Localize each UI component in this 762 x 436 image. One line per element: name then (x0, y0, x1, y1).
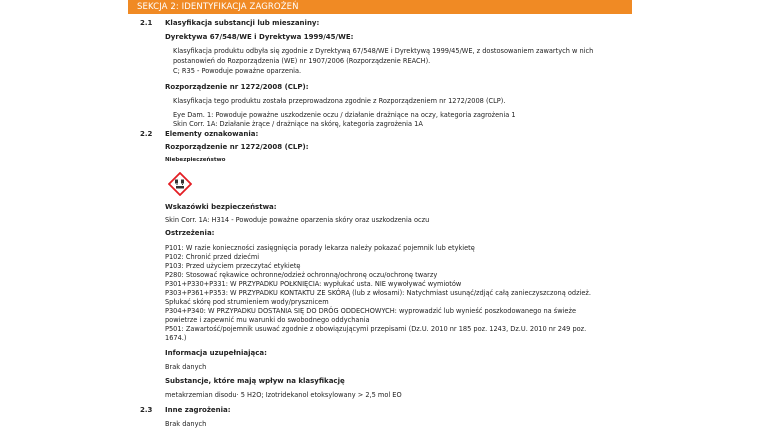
precaution-line: P102: Chronić przed dziećmi (165, 253, 260, 261)
precaution-line: P101: W razie konieczności zasięgnięcia porady lekarza należy pokazać pojemnik lub etykietę (165, 244, 475, 252)
section-2-1-title: Klasyfikacja substancji lub mieszaniny: (165, 19, 320, 27)
supplementary-info-value: Brak danych (165, 363, 207, 371)
clp-text-line-3: Skin Corr. 1A: Działanie żrące / drażniące na skórę, kategoria zagrożenia 1A (173, 120, 423, 128)
section-header: SEKCJA 2: IDENTYFIKACJA ZAGROŻEŃ (128, 0, 632, 14)
precaution-line: P304+P340: W PRZYPADKU DOSTANIA SIĘ DO DRÓG ODDECHOWYCH: wyprowadzić lub wynieść poszkodowanego na świeże (165, 307, 577, 315)
precaution-line: P103: Przed użyciem przeczytać etykietę (165, 262, 301, 270)
directive-text-line-2: postanowień do Rozporządzenia (WE) nr 1907/2006 (Rozporządzenie REACH). (173, 57, 431, 65)
corrosion-pictogram-icon (168, 172, 192, 196)
precaution-line: P301+P330+P331: W PRZYPADKU POŁKNIĘCIA: wypłukać usta. NIE wywoływać wymiotów (165, 280, 462, 288)
hazard-statement: Skin Corr. 1A: H314 - Powoduje poważne oparzenia skóry oraz uszkodzenia oczu (165, 216, 430, 224)
supplementary-info-heading: Informacja uzupełniająca: (165, 349, 267, 357)
sds-page (128, 0, 632, 436)
section-2-1-number: 2.1 (140, 19, 153, 27)
section-2-3-number: 2.3 (140, 406, 153, 414)
directive-text-line-3: C; R35 - Powoduje poważne oparzenia. (173, 67, 302, 75)
clp-heading-2-2: Rozporządzenie nr 1272/2008 (CLP): (165, 143, 309, 151)
clp-text-line-2: Eye Dam. 1: Powoduje poważne uszkodzenie oczu / działanie drażniące na oczy, kategoria zagrożenia 1 (173, 111, 516, 119)
section-2-2-title: Elementy oznakowania: (165, 130, 259, 138)
classification-substances-value: metakrzemian disodu· 5 H2O; Izotridekanol etoksylowany > 2,5 mol EO (165, 391, 402, 399)
directive-heading: Dyrektywa 67/548/WE i Dyrektywa 1999/45/WE: (165, 33, 354, 41)
directive-text-line-1: Klasyfikacja produktu odbyła się zgodnie z Dyrektywą 67/548/WE i Dyrektywą 1999/45/WE, z dostosowaniem zawartych w nich (173, 47, 594, 55)
hazard-statements-heading: Wskazówki bezpieczeństwa: (165, 203, 277, 211)
precaution-line: P501: Zawartość/pojemnik usuwać zgodnie z obowiązującymi przepisami (Dz.U. 2010 nr 185 poz. 1243, Dz.U. 2010 nr 249 poz. (165, 325, 587, 333)
clp-text-line-1: Klasyfikacja tego produktu została przeprowadzona zgodnie z Rozporządzeniem nr 1272/2008 (CLP). (173, 97, 506, 105)
section-2-3-title: Inne zagrożenia: (165, 406, 231, 414)
precaution-line: 1674.) (165, 334, 187, 342)
other-hazards-value: Brak danych (165, 420, 207, 428)
precautions-heading: Ostrzeżenia: (165, 229, 215, 237)
signal-word: Niebezpieczeństwo (165, 157, 226, 163)
clp-heading-2-1: Rozporządzenie nr 1272/2008 (CLP): (165, 83, 309, 91)
classification-substances-heading: Substancje, które mają wpływ na klasyfikację (165, 377, 345, 385)
precaution-line: powietrze i zapewnić mu warunki do swobodnego oddychania (165, 316, 370, 324)
section-2-2-number: 2.2 (140, 130, 153, 138)
precaution-line: Spłukać skórę pod strumieniem wody/prysznicem (165, 298, 329, 306)
precaution-line: P280: Stosować rękawice ochronne/odzież ochronną/ochronę oczu/ochronę twarzy (165, 271, 438, 279)
precaution-line: P303+P361+P353: W PRZYPADKU KONTAKTU ZE SKÓRĄ (lub z włosami): Natychmiast usunąć/zdjąć całą zanieczyszczoną odzież. (165, 289, 591, 297)
